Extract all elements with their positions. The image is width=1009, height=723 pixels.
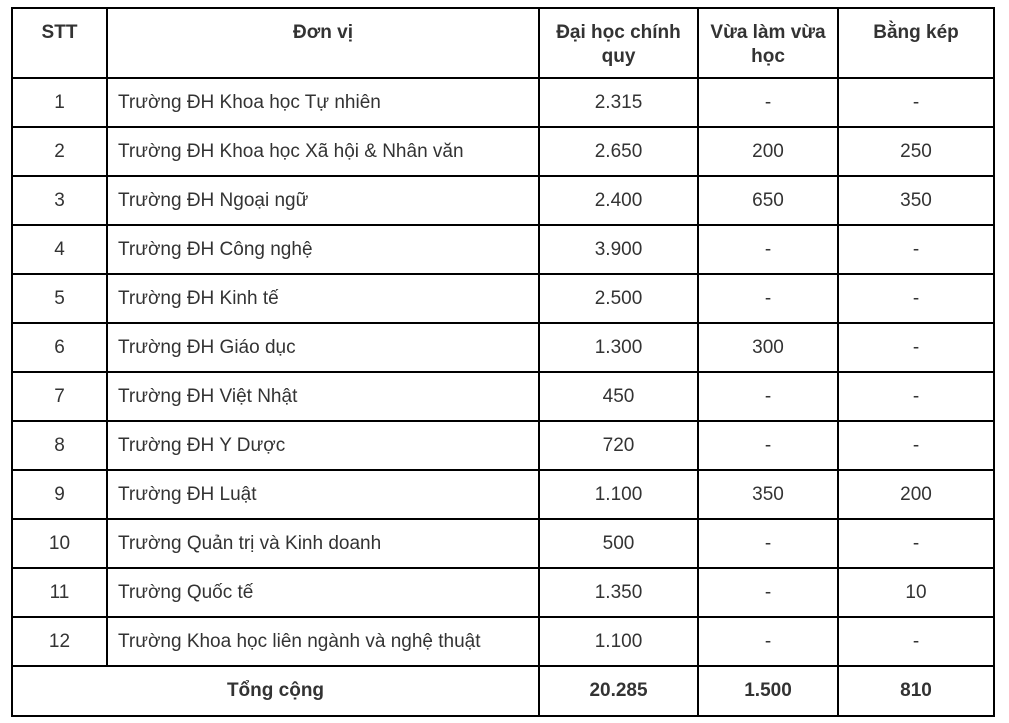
- cell-double-degree: -: [838, 372, 994, 421]
- header-unit: Đơn vị: [107, 8, 539, 78]
- cell-part-time: 350: [698, 470, 838, 519]
- cell-unit: Trường ĐH Việt Nhật: [107, 372, 539, 421]
- total-regular: 20.285: [539, 666, 698, 716]
- cell-double-degree: 10: [838, 568, 994, 617]
- cell-regular: 1.350: [539, 568, 698, 617]
- cell-stt: 5: [12, 274, 107, 323]
- cell-unit: Trường ĐH Ngoại ngữ: [107, 176, 539, 225]
- table-row: [12, 372, 994, 421]
- cell-unit: Trường ĐH Luật: [107, 470, 539, 519]
- table-row: [12, 519, 994, 568]
- cell-part-time: -: [698, 519, 838, 568]
- cell-unit: Trường Quốc tế: [107, 568, 539, 617]
- cell-double-degree: 250: [838, 127, 994, 176]
- cell-double-degree: -: [838, 78, 994, 127]
- cell-regular: 2.400: [539, 176, 698, 225]
- cell-stt: 11: [12, 568, 107, 617]
- cell-unit: Trường Khoa học liên ngành và nghệ thuật: [107, 617, 539, 666]
- total-part-time: 1.500: [698, 666, 838, 716]
- cell-part-time: -: [698, 617, 838, 666]
- enrollment-table-container: [11, 7, 995, 717]
- cell-unit: Trường ĐH Công nghệ: [107, 225, 539, 274]
- table-row: [12, 568, 994, 617]
- table-row: [12, 176, 994, 225]
- table-row: [12, 323, 994, 372]
- cell-regular: 2.315: [539, 78, 698, 127]
- cell-regular: 3.900: [539, 225, 698, 274]
- total-double-degree: 810: [838, 666, 994, 716]
- cell-part-time: -: [698, 225, 838, 274]
- cell-regular: 450: [539, 372, 698, 421]
- cell-regular: 2.650: [539, 127, 698, 176]
- cell-part-time: -: [698, 274, 838, 323]
- header-regular: Đại học chính quy: [539, 8, 698, 78]
- cell-part-time: -: [698, 568, 838, 617]
- total-row: [12, 666, 994, 716]
- table-row: [12, 617, 994, 666]
- table-row: [12, 274, 994, 323]
- cell-regular: 1.300: [539, 323, 698, 372]
- cell-double-degree: -: [838, 421, 994, 470]
- cell-stt: 3: [12, 176, 107, 225]
- table-row: [12, 470, 994, 519]
- cell-regular: 720: [539, 421, 698, 470]
- cell-part-time: 650: [698, 176, 838, 225]
- table-row: [12, 421, 994, 470]
- total-label: Tổng cộng: [12, 666, 539, 716]
- cell-stt: 7: [12, 372, 107, 421]
- cell-regular: 2.500: [539, 274, 698, 323]
- table-row: [12, 78, 994, 127]
- cell-unit: Trường ĐH Khoa học Tự nhiên: [107, 78, 539, 127]
- header-stt: STT: [12, 8, 107, 78]
- cell-stt: 6: [12, 323, 107, 372]
- cell-stt: 12: [12, 617, 107, 666]
- cell-unit: Trường ĐH Y Dược: [107, 421, 539, 470]
- cell-unit: Trường ĐH Giáo dục: [107, 323, 539, 372]
- cell-part-time: -: [698, 421, 838, 470]
- cell-double-degree: -: [838, 617, 994, 666]
- cell-unit: Trường Quản trị và Kinh doanh: [107, 519, 539, 568]
- cell-unit: Trường ĐH Kinh tế: [107, 274, 539, 323]
- cell-regular: 1.100: [539, 470, 698, 519]
- table-row: [12, 225, 994, 274]
- cell-unit: Trường ĐH Khoa học Xã hội & Nhân văn: [107, 127, 539, 176]
- cell-stt: 1: [12, 78, 107, 127]
- cell-double-degree: -: [838, 274, 994, 323]
- cell-stt: 10: [12, 519, 107, 568]
- cell-stt: 4: [12, 225, 107, 274]
- cell-regular: 1.100: [539, 617, 698, 666]
- cell-part-time: 200: [698, 127, 838, 176]
- cell-part-time: -: [698, 78, 838, 127]
- table-header-row: [12, 8, 994, 78]
- header-part-time: Vừa làm vừa học: [698, 8, 838, 78]
- cell-double-degree: 200: [838, 470, 994, 519]
- header-double-degree: Bằng kép: [838, 8, 994, 78]
- cell-stt: 9: [12, 470, 107, 519]
- cell-part-time: 300: [698, 323, 838, 372]
- table-row: [12, 127, 994, 176]
- cell-stt: 8: [12, 421, 107, 470]
- cell-stt: 2: [12, 127, 107, 176]
- cell-double-degree: -: [838, 225, 994, 274]
- cell-double-degree: 350: [838, 176, 994, 225]
- cell-double-degree: -: [838, 323, 994, 372]
- enrollment-quota-table: [11, 7, 995, 717]
- cell-part-time: -: [698, 372, 838, 421]
- cell-regular: 500: [539, 519, 698, 568]
- cell-double-degree: -: [838, 519, 994, 568]
